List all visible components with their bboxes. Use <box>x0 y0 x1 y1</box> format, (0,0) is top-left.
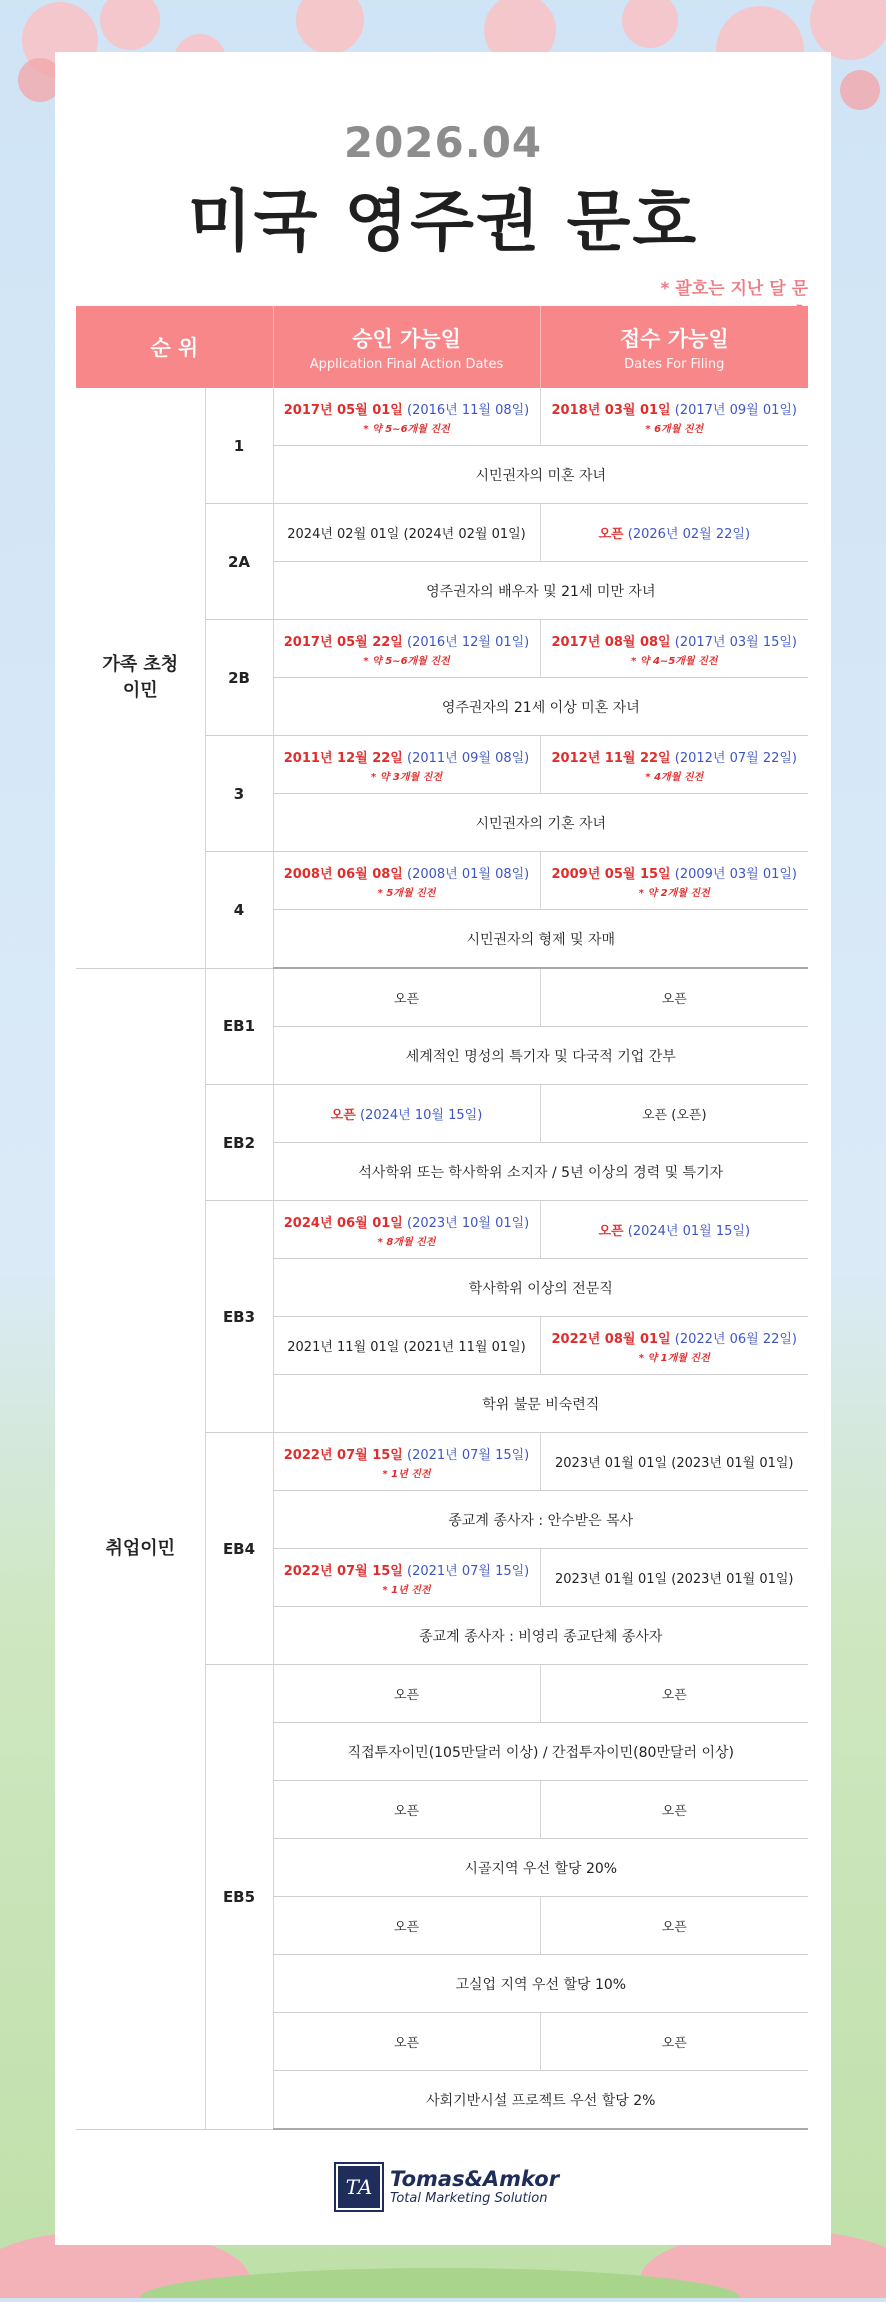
filing-cell: 오픈 <box>540 2013 808 2071</box>
level-cell: 2A <box>205 504 273 620</box>
company-tagline: Total Marketing Solution <box>390 2191 548 2206</box>
level-cell: EB5 <box>205 1665 273 2130</box>
level-cell: EB2 <box>205 1085 273 1201</box>
approval-cell: 2017년 05월 01일 (2016년 11월 08일) * 약 5~6개월 진전 <box>273 388 540 446</box>
approval-cell: 2008년 06월 08일 (2008년 01월 08일) * 5개월 진전 <box>273 852 540 910</box>
description-cell: 종교계 종사자 : 비영리 종교단체 종사자 <box>273 1607 808 1665</box>
description-cell: 종교계 종사자 : 안수받은 목사 <box>273 1491 808 1549</box>
approval-cell: 2021년 11월 01일 (2021년 11월 01일) <box>273 1317 540 1375</box>
filing-cell: 오픈 <box>540 1665 808 1723</box>
description-cell: 시민권자의 미혼 자녀 <box>273 446 808 504</box>
level-cell: 1 <box>205 388 273 504</box>
filing-cell: 오픈 (2024년 01월 15일) <box>540 1201 808 1259</box>
description-cell: 학위 불문 비숙련직 <box>273 1375 808 1433</box>
description-cell: 시민권자의 형제 및 자매 <box>273 910 808 969</box>
header-approval: 승인 가능일 Application Final Action Dates <box>273 306 540 388</box>
level-cell: 4 <box>205 852 273 969</box>
filing-cell: 2017년 08월 08일 (2017년 03월 15일) * 약 4~5개월 진전 <box>540 620 808 678</box>
level-cell: 2B <box>205 620 273 736</box>
filing-cell: 2023년 01월 01일 (2023년 01월 01일) <box>540 1433 808 1491</box>
description-cell: 석사학위 또는 학사학위 소지자 / 5년 이상의 경력 및 특기자 <box>273 1143 808 1201</box>
filing-cell: 오픈 (2026년 02월 22일) <box>540 504 808 562</box>
approval-cell: 2011년 12월 22일 (2011년 09월 08일) * 약 3개월 진전 <box>273 736 540 794</box>
page-title: 미국 영주권 문호 <box>187 183 699 260</box>
description-cell: 학사학위 이상의 전문직 <box>273 1259 808 1317</box>
filing-cell: 오픈 <box>540 1897 808 1955</box>
description-cell: 영주권자의 배우자 및 21세 미만 자녀 <box>273 562 808 620</box>
approval-cell: 오픈 <box>273 1897 540 1955</box>
description-cell: 시민권자의 기혼 자녀 <box>273 794 808 852</box>
filing-cell: 오픈 <box>540 968 808 1027</box>
description-cell: 세계적인 명성의 특기자 및 다국적 기업 간부 <box>273 1027 808 1085</box>
approval-cell: 2024년 06월 01일 (2023년 10월 01일) * 8개월 진전 <box>273 1201 540 1259</box>
description-cell: 사회기반시설 프로젝트 우선 할당 2% <box>273 2071 808 2130</box>
approval-cell: 오픈 (2024년 10월 15일) <box>273 1085 540 1143</box>
approval-cell: 오픈 <box>273 968 540 1027</box>
approval-cell: 2022년 07월 15일 (2021년 07월 15일) * 1년 진전 <box>273 1549 540 1607</box>
approval-cell: 오픈 <box>273 1781 540 1839</box>
description-cell: 고실업 지역 우선 할당 10% <box>273 1955 808 2013</box>
visa-bulletin-table <box>76 306 808 2130</box>
filing-cell: 2012년 11월 22일 (2012년 07월 22일) * 4개월 진전 <box>540 736 808 794</box>
logo-mark-icon: TA <box>336 2164 382 2210</box>
category-family: 가족 초청이민 <box>76 388 205 968</box>
filing-cell: 오픈 <box>540 1781 808 1839</box>
filing-cell: 2018년 03월 01일 (2017년 09월 01일) * 6개월 진전 <box>540 388 808 446</box>
approval-cell: 오픈 <box>273 1665 540 1723</box>
header-rank: 순 위 <box>76 306 273 388</box>
approval-cell: 2022년 07월 15일 (2021년 07월 15일) * 1년 진전 <box>273 1433 540 1491</box>
filing-cell: 오픈 (오픈) <box>540 1085 808 1143</box>
approval-cell: 2017년 05월 22일 (2016년 12월 01일) * 약 5~6개월 진전 <box>273 620 540 678</box>
company-logo <box>336 2164 559 2210</box>
header-filing: 접수 가능일 Dates For Filing <box>540 306 808 388</box>
table-row <box>76 968 808 1027</box>
description-cell: 직접투자이민(105만달러 이상) / 간접투자이민(80만달러 이상) <box>273 1723 808 1781</box>
filing-cell: 2023년 01월 01일 (2023년 01월 01일) <box>540 1549 808 1607</box>
approval-cell: 오픈 <box>273 2013 540 2071</box>
table-row <box>76 388 808 446</box>
level-cell: 3 <box>205 736 273 852</box>
level-cell: EB1 <box>205 968 273 1085</box>
page-date: 2026.04 <box>343 118 543 167</box>
level-cell: EB4 <box>205 1433 273 1665</box>
description-cell: 시골지역 우선 할당 20% <box>273 1839 808 1897</box>
description-cell: 영주권자의 21세 이상 미혼 자녀 <box>273 678 808 736</box>
filing-cell: 2022년 08월 01일 (2022년 06월 22일) * 약 1개월 진전 <box>540 1317 808 1375</box>
table-header <box>76 306 808 388</box>
approval-cell: 2024년 02월 01일 (2024년 02월 01일) <box>273 504 540 562</box>
level-cell: EB3 <box>205 1201 273 1433</box>
category-employment: 취업이민 <box>76 968 205 2129</box>
filing-cell: 2009년 05월 15일 (2009년 03월 01일) * 약 2개월 진전 <box>540 852 808 910</box>
legend-note: * 괄호는 지난 달 문 <box>660 279 808 299</box>
company-name: Tomas&Amkor <box>390 2167 560 2191</box>
